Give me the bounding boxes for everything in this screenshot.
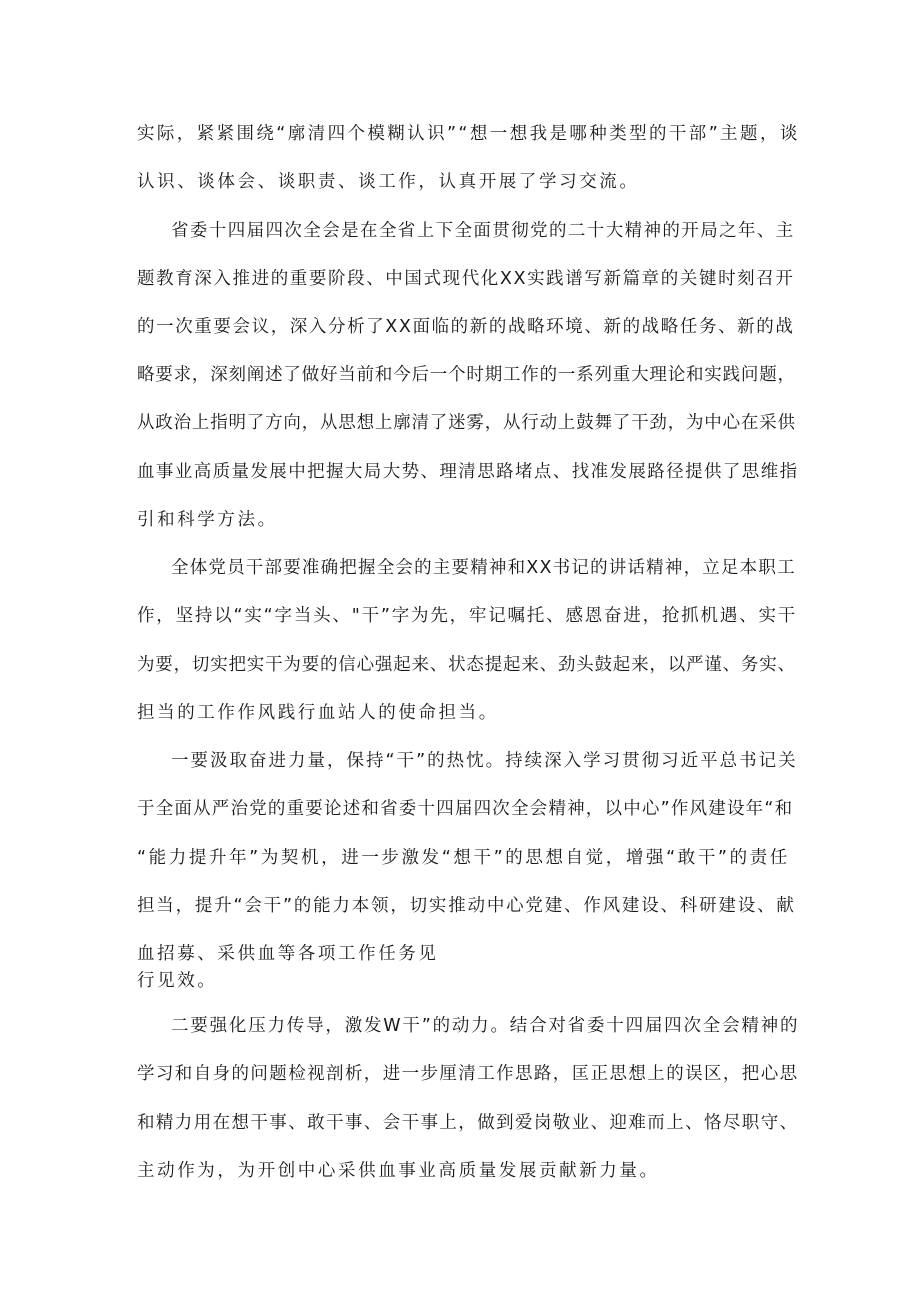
text-line: 于全面从严治党的重要论述和省委十四届四次全会精神，以中心”作风建设年“和: [137, 799, 794, 819]
text-line: 引和科学方法。: [137, 510, 278, 530]
text-line: 一要汲取奋进力量，保持“干”的热忱。持续深入学习贯彻习近平总书记关: [171, 751, 798, 771]
text-line: 二要强化压力传导，激发W干”的动力。结合对省委十四届四次全会精神的: [171, 1016, 800, 1036]
text-line: 担当，提升“会干”的能力本领，切实推动中心党建、作风建设、科研建设、献: [137, 896, 796, 916]
text-line: 主动作为，为开创中心采供血事业高质量发展贡献新力量。: [137, 1161, 660, 1181]
text-line: 血招募、采供血等各项工作任务见: [137, 944, 439, 964]
text-line: 血事业高质量发展中把握大局大势、理清思路堵点、找准发展路径提供了思维指: [137, 462, 799, 482]
text-line: 全体党员干部要准确把握全会的主要精神和XX书记的讲话精神，立足本职工: [171, 558, 796, 578]
text-line: 省委十四届四次全会是在全省上下全面贯彻党的二十大精神的开局之年、主: [171, 221, 795, 241]
text-line: 略要求，深刻阐述了做好当前和今后一个时期工作的一系列重大理论和实践问题，: [137, 365, 796, 385]
text-line: 认识、谈体会、谈职责、谈工作，认真开展了学习交流。: [137, 172, 640, 192]
text-line: 的一次重要会议，深入分析了XX面临的新的战略环境、新的战略任务、新的战: [137, 317, 795, 337]
text-line: 行见效。: [137, 971, 218, 991]
text-line: 为要，切实把实干为要的信心强起来、状态提起来、劲头鼓起来，以严谨、务实、: [137, 655, 796, 675]
text-line: 实际，紧紧围绕“廓清四个模糊认识”“想一想我是哪种类型的干部”主题，谈: [137, 124, 800, 144]
text-line: “能力提升年”为契机，进一步激发“想干”的思想自觉，增强“敢干”的责任: [137, 848, 790, 868]
text-line: 担当的工作作风践行血站人的使命担当。: [137, 703, 499, 723]
text-line: 和精力用在想干事、敢干事、会干事上，做到爱岗敬业、迎难而上、恪尽职守、: [137, 1113, 799, 1133]
text-line: 作，坚持以“实“字当头、"干”字为先，牢记嘱托、感恩奋进，抢抓机遇、实干: [137, 606, 798, 626]
text-line: 题教育深入推进的重要阶段、中国式现代化XX实践谱写新篇章的关键时刻召开: [137, 269, 795, 289]
text-line: 学习和自身的问题检视剖析，进一步厘清工作思路，匡正思想上的误区，把心思: [137, 1064, 799, 1084]
text-line: 从政治上指明了方向，从思想上廓清了迷雾，从行动上鼓舞了干劲，为中心在采供: [137, 413, 796, 433]
